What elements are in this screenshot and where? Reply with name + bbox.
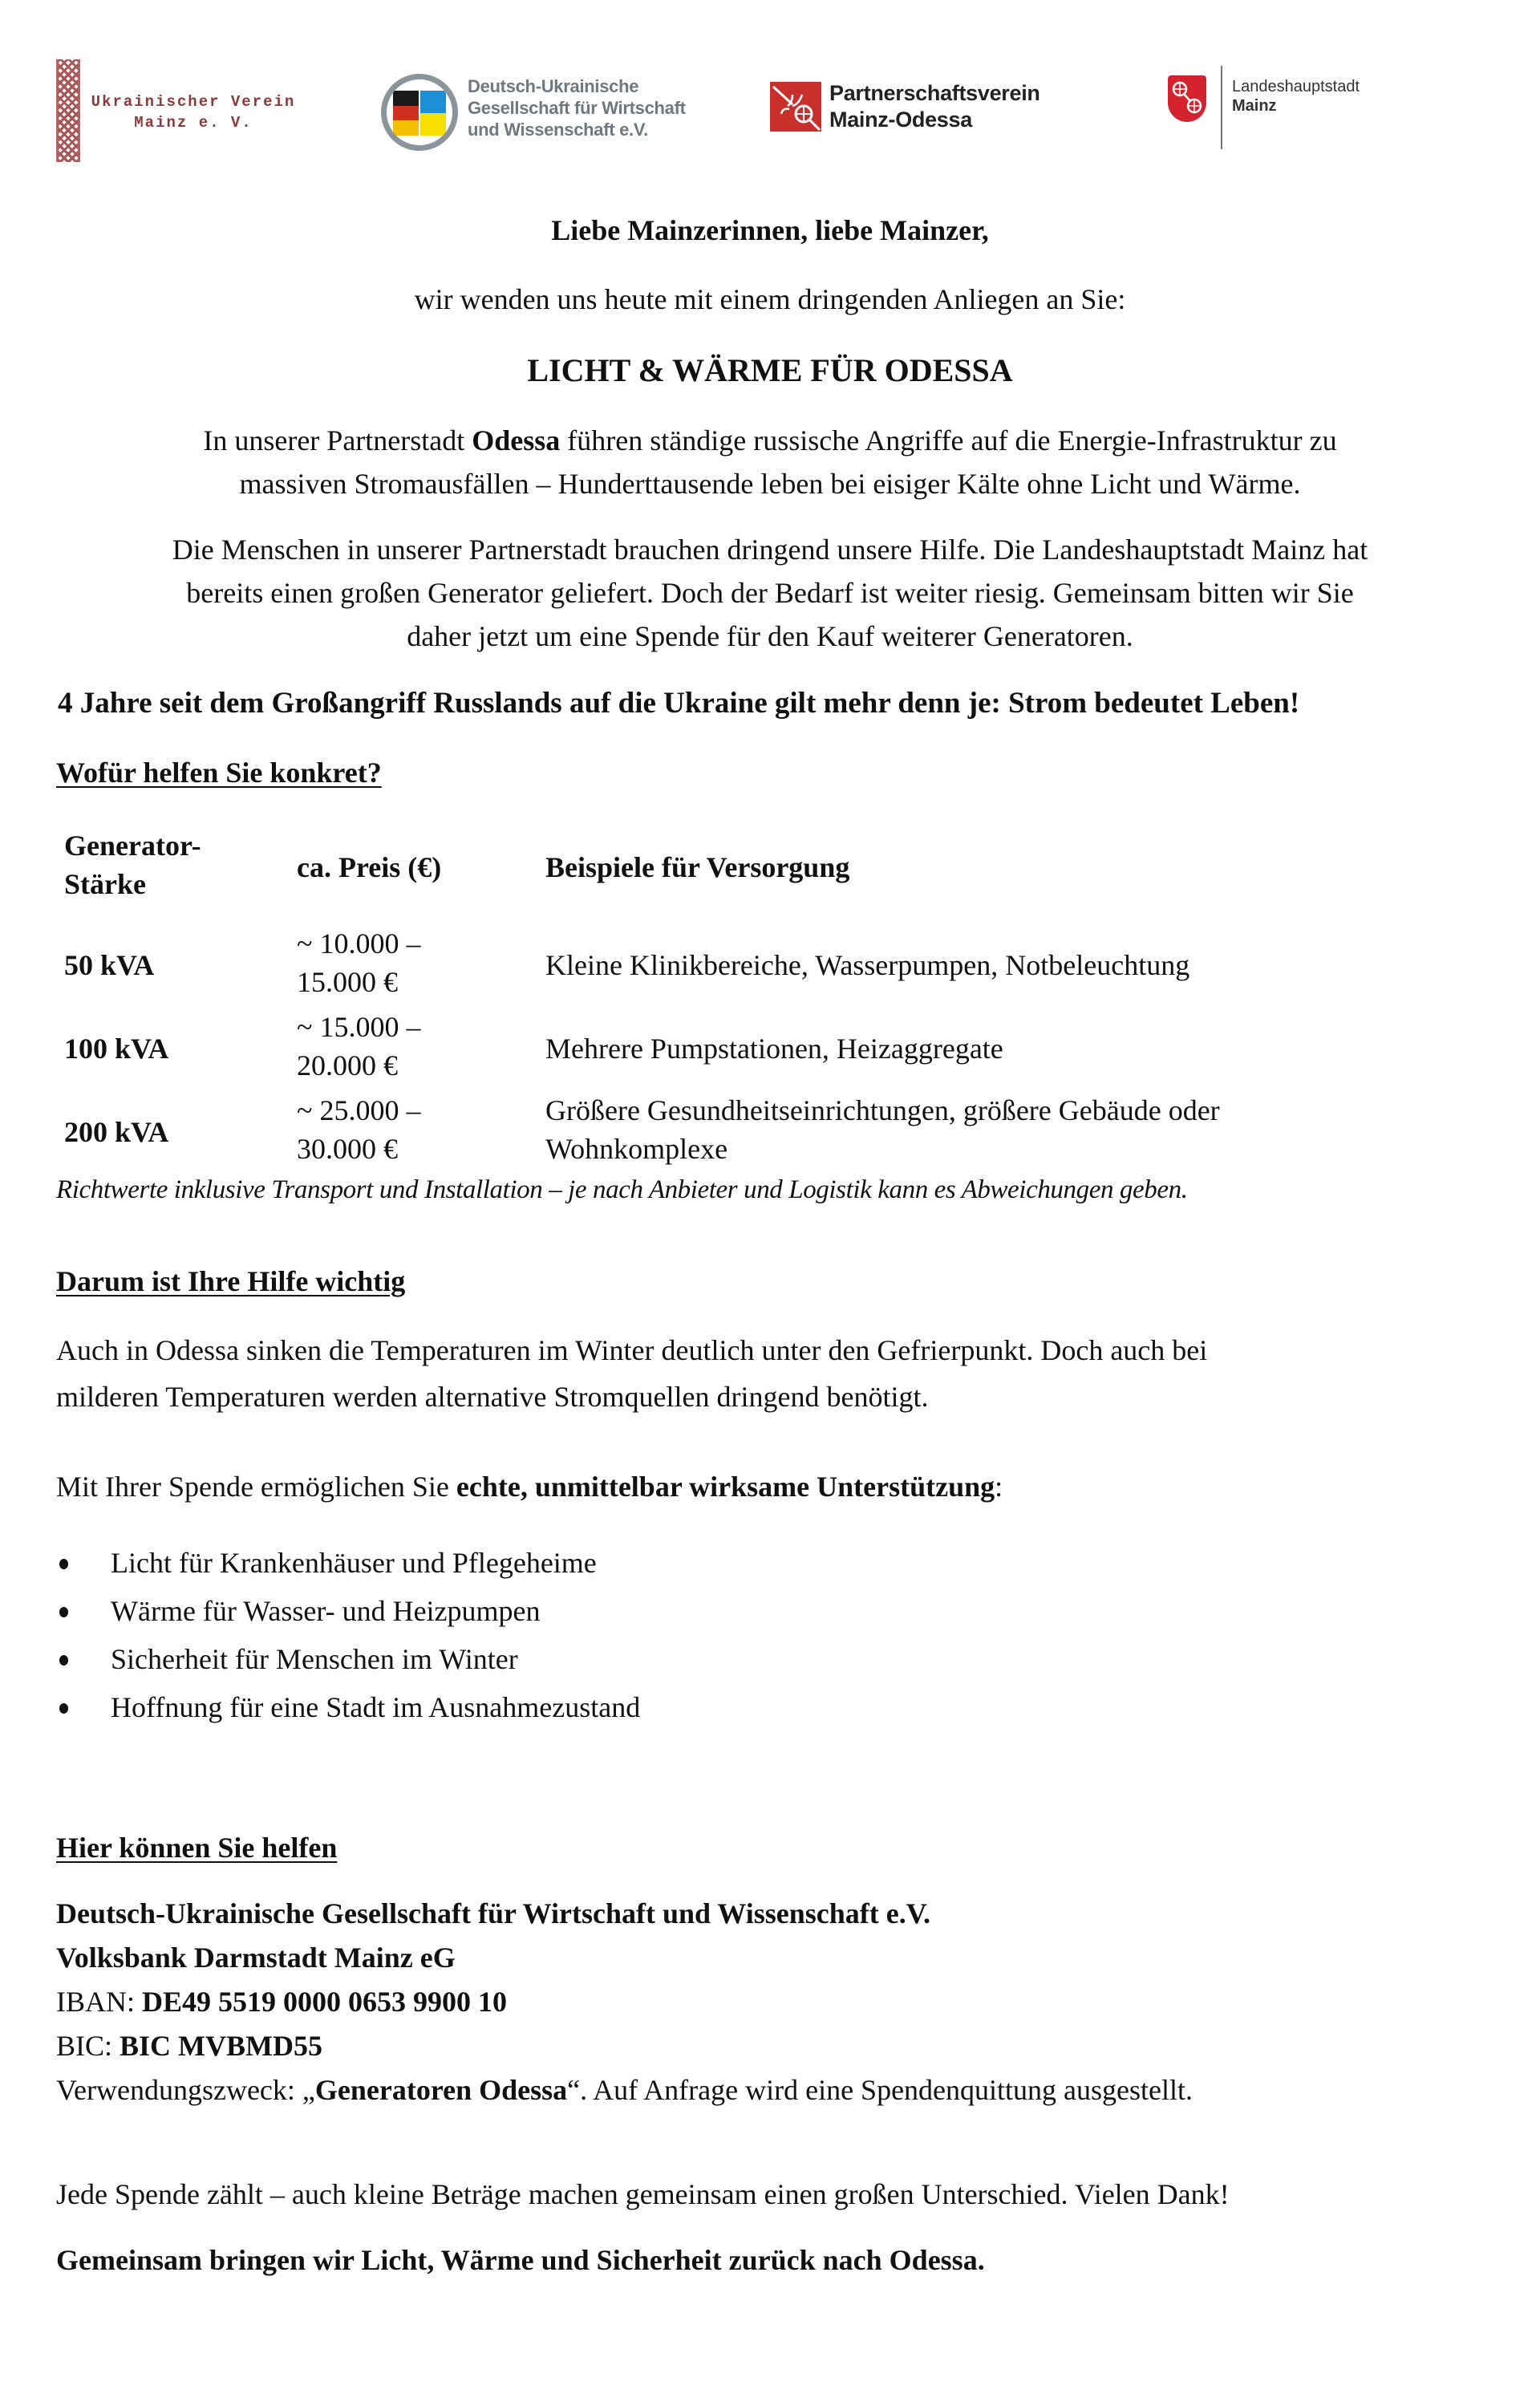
paragraph-appeal: Die Menschen in unserer Partnerstadt brauchen dringend unsere Hilfe. Die Landeshauptstadt Mainz hat bereits einen großen Generator geliefert. Doch der Bedarf ist weiter riesig. Gemeinsam bitten wir Sie daher jetzt um eine Spende für den Kauf weiterer Generatoren.	[172, 534, 1368, 652]
paragraph-situation: In unserer Partnerstadt Odessa führen ständige russische Angriffe auf die Energie-Infrastruktur zu massiven Stromausfällen – Hunderttausende leben bei eisiger Kälte ohne Licht und Wärme.	[203, 424, 1337, 500]
table-header-row	[56, 826, 1339, 915]
logo-deutsch-ukrainische-gesellschaft	[381, 56, 750, 168]
highlight-statement: 4 Jahre seit dem Großangriff Russlands auf die Ukraine gilt mehr denn je: Strom bedeutet Leben!	[58, 687, 1300, 720]
bank-details	[56, 1892, 1484, 2112]
row-price: ~ 15.000 – 20.000 €	[297, 1011, 421, 1081]
list-item: Sicherheit für Menschen im Winter	[56, 1635, 1484, 1683]
logo-uv-line1: Ukrainischer Verein	[91, 93, 296, 111]
table-row	[56, 1008, 1339, 1088]
logo-uv-text	[85, 91, 302, 133]
header-generator-strength: Generator- Stärke	[64, 830, 201, 900]
greeting: Liebe Mainzerinnen, liebe Mainzer,	[551, 214, 989, 246]
logo-lm-text	[1232, 77, 1360, 116]
bank-name: Volksbank Darmstadt Mainz eG	[56, 1942, 456, 1974]
embroidery-pattern-icon	[56, 59, 80, 162]
bic-value: BIC MVBMD55	[120, 2030, 322, 2062]
benefits-list	[56, 1539, 1484, 1731]
row-price: ~ 10.000 – 15.000 €	[297, 927, 421, 998]
intro-line: wir wenden uns heute mit einem dringenden Anliegen an Sie:	[414, 283, 1126, 315]
bullet-icon	[59, 1607, 68, 1617]
logo-dug-line2: Gesellschaft für Wirtschaft	[468, 98, 686, 118]
page-title: LICHT & WÄRME FÜR ODESSA	[527, 352, 1013, 388]
row-use: Mehrere Pumpstationen, Heizaggregate	[545, 1033, 1003, 1065]
paragraph-temperatures: Auch in Odessa sinken die Temperaturen im Winter deutlich unter den Gefrierpunkt. Doch auch bei milderen Temperaturen werden alternative Stromquellen dringend benötigt.	[56, 1334, 1208, 1413]
table-row	[56, 924, 1339, 1004]
row-power: 50 kVA	[64, 949, 155, 981]
row-use: Kleine Klinikbereiche, Wasserpumpen, Notbeleuchtung	[545, 949, 1190, 981]
bic-line: BIC: BIC MVBMD55	[56, 2030, 322, 2062]
row-power: 200 kVA	[64, 1116, 169, 1148]
logo-dug-text	[468, 75, 686, 140]
logo-pv-line2: Mainz-Odessa	[829, 108, 972, 132]
support-emphasis: echte, unmittelbar wirksame Unterstützung	[456, 1471, 995, 1503]
row-use: Größere Gesundheitseinrichtungen, größere Gebäude oder Wohnkomplexe	[545, 1094, 1220, 1165]
logo-ukrainischer-verein-mainz	[56, 56, 297, 168]
row-price: ~ 25.000 – 30.000 €	[297, 1094, 421, 1165]
paragraph-support: Mit Ihrer Spende ermöglichen Sie echte, unmittelbar wirksame Unterstützung:	[56, 1471, 1003, 1503]
logo-landeshauptstadt-mainz	[1155, 56, 1372, 168]
iban-line: IBAN: DE49 5519 0000 0653 9900 10	[56, 1986, 508, 2018]
iban-value: DE49 5519 0000 0653 9900 10	[142, 1986, 508, 2018]
logo-lm-line2: Mainz	[1232, 97, 1277, 115]
bullet-icon	[59, 1703, 68, 1714]
logo-dug-line1: Deutsch-Ukrainische	[468, 76, 639, 96]
logo-pv-text	[829, 80, 1040, 133]
logo-uv-line2: Mainz e. V.	[134, 114, 253, 132]
list-item: Licht für Krankenhäuser und Pflegeheime	[56, 1539, 1484, 1587]
german-flag-icon	[393, 91, 419, 136]
list-item: Wärme für Wasser- und Heizpumpen	[56, 1587, 1484, 1635]
bank-recipient: Deutsch-Ukrainische Gesellschaft für Wirtschaft und Wissenschaft e.V.	[56, 1897, 931, 1929]
mainz-coat-of-arms-icon	[1168, 75, 1206, 122]
section-heading-concrete-help: Wofür helfen Sie konkret?	[56, 757, 382, 789]
list-item: Hoffnung für eine Stadt im Ausnahmezustand	[56, 1683, 1484, 1731]
logo-partnerschaftsverein-mainz-odessa	[770, 56, 1059, 168]
table-footnote: Richtwerte inklusive Transport und Installation – je nach Anbieter und Logistik kann es Abweichungen geben.	[56, 1175, 1188, 1204]
section-heading-why-important: Darum ist Ihre Hilfe wichtig	[56, 1265, 406, 1297]
logo-header	[56, 56, 1372, 168]
purpose-value: Generatoren Odessa	[314, 2074, 568, 2106]
logo-divider	[1221, 66, 1222, 149]
odessa-emphasis: Odessa	[472, 424, 561, 456]
trident-wheel-emblem-icon	[770, 82, 821, 132]
flag-circle-icon	[381, 74, 458, 151]
bullet-icon	[59, 1655, 68, 1666]
logo-dug-line3: und Wissenschaft e.V.	[468, 120, 648, 140]
section-heading-how-to-help: Hier können Sie helfen	[56, 1832, 338, 1864]
header-price: ca. Preis (€)	[297, 851, 442, 883]
bullet-icon	[59, 1559, 68, 1569]
logo-pv-line1: Partnerschaftsverein	[829, 81, 1040, 105]
table-row	[56, 1091, 1339, 1171]
purpose-line: Verwendungszweck: „Generatoren Odessa“. Auf Anfrage wird eine Spendenquittung ausgestellt.	[56, 2074, 1193, 2106]
logo-lm-line1: Landeshauptstadt	[1232, 78, 1360, 95]
closing-line: Jede Spende zählt – auch kleine Beträge machen gemeinsam einen großen Unterschied. Vielen Dank!	[56, 2178, 1230, 2210]
final-statement: Gemeinsam bringen wir Licht, Wärme und Sicherheit zurück nach Odessa.	[56, 2244, 985, 2276]
header-examples: Beispiele für Versorgung	[545, 851, 850, 883]
row-power: 100 kVA	[64, 1033, 169, 1065]
ukrainian-flag-icon	[420, 91, 446, 136]
